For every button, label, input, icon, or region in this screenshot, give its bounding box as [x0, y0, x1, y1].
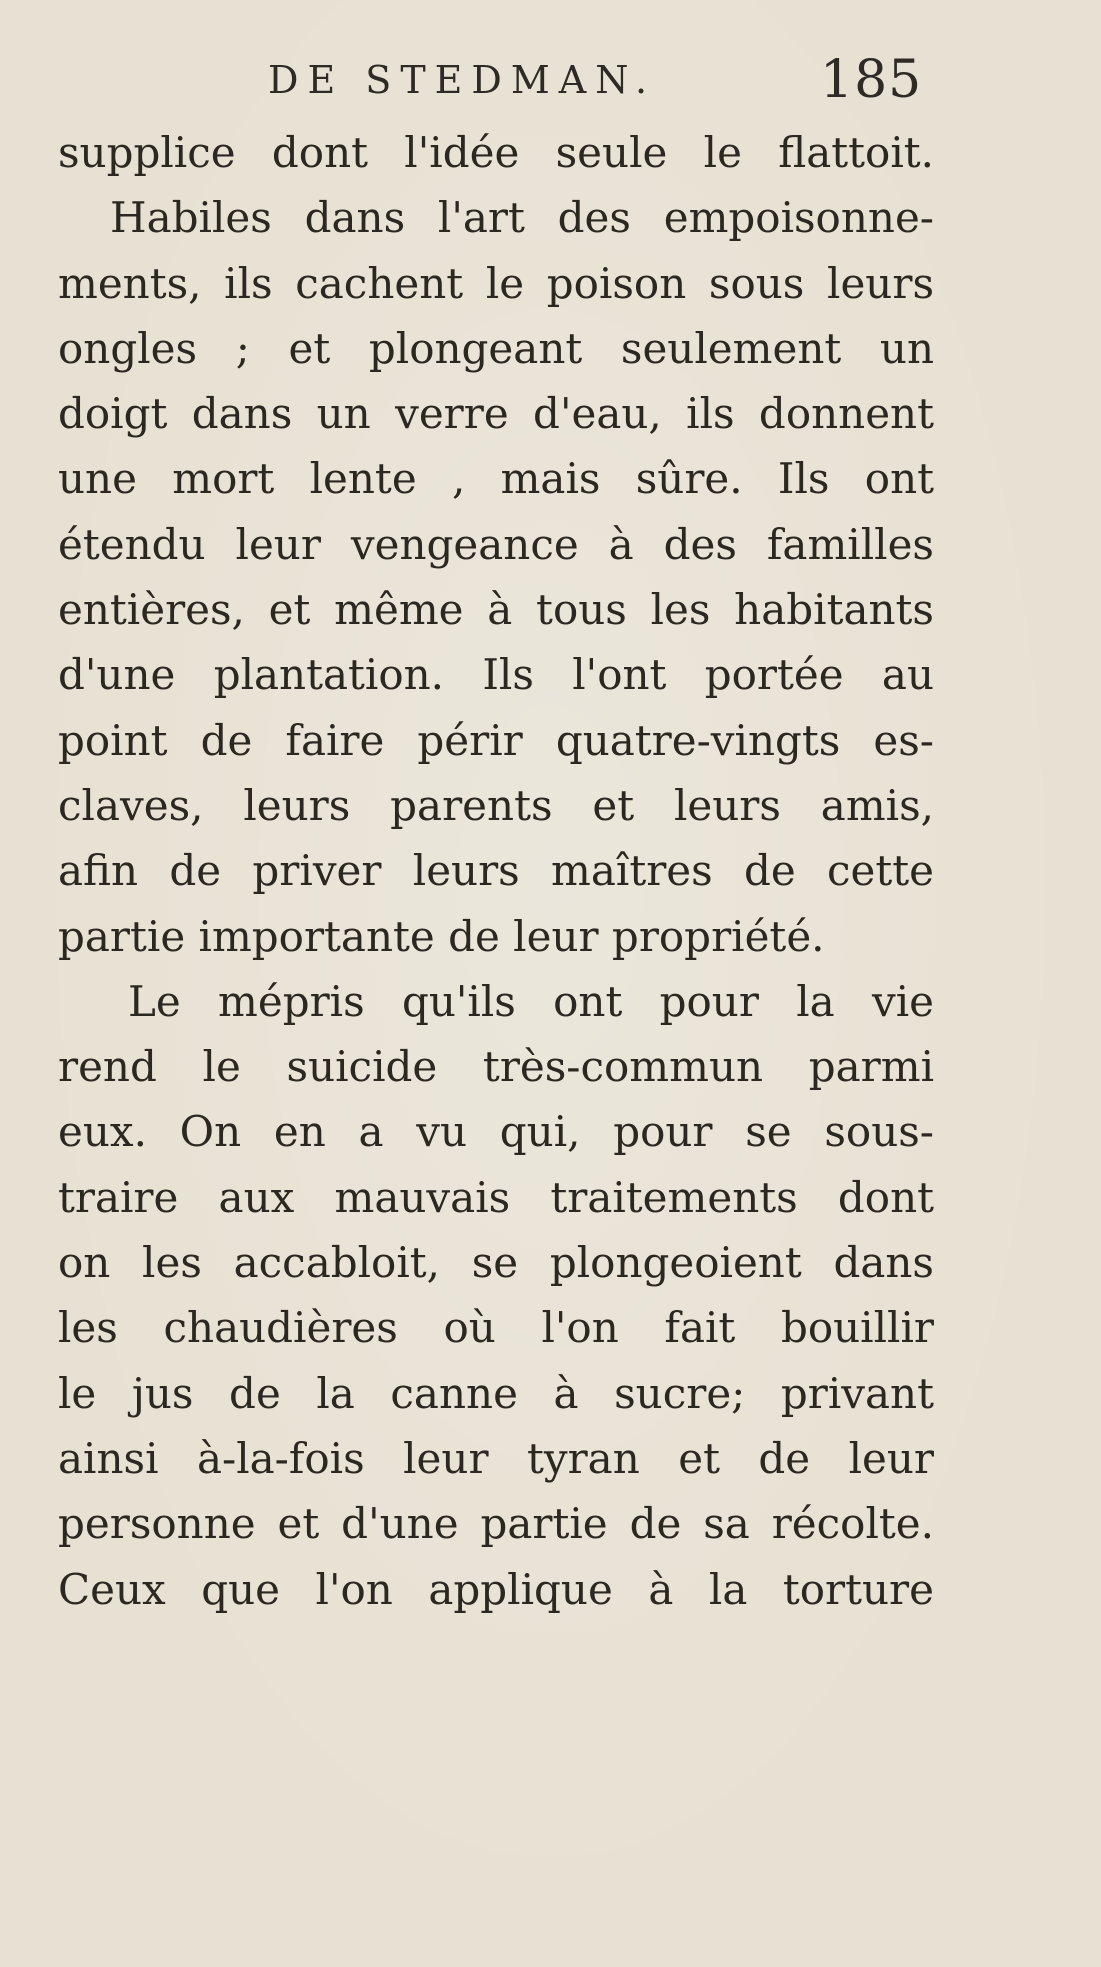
- text-line: Habiles dans l'art des empoisonne-: [110, 193, 934, 243]
- text-line: eux. On en a vu qui, pour se sous-: [58, 1107, 934, 1157]
- text-line: point de faire périr quatre-vingts es-: [58, 715, 934, 765]
- text-line: claves, leurs parents et leurs amis,: [58, 780, 934, 830]
- text-line: ainsi à-la-fois leur tyran et de leur: [58, 1433, 934, 1483]
- text-line: supplice dont l'idée seule le flattoit.: [58, 128, 934, 177]
- page-header: [0, 50, 1101, 110]
- text-line: les chaudières où l'on fait bouillir: [58, 1303, 934, 1353]
- text-line: entières, et même à tous les habitants: [58, 585, 934, 635]
- text-line: Le mépris qu'ils ont pour la vie: [128, 976, 934, 1026]
- text-line: Ceux que l'on applique à la torture: [58, 1564, 934, 1614]
- text-line: afin de priver leurs maîtres de cette: [58, 846, 934, 896]
- text-line: d'une plantation. Ils l'ont portée au: [58, 650, 934, 700]
- running-head: DE STEDMAN.: [268, 58, 657, 102]
- body-text: [58, 120, 934, 1622]
- text-line: étendu leur vengeance à des familles: [58, 519, 934, 569]
- text-line: on les accabloit, se plongeoient dans: [58, 1238, 934, 1288]
- text-line: personne et d'une partie de sa récolte.: [58, 1499, 934, 1549]
- page-number: 185: [820, 50, 923, 110]
- text-line: rend le suicide très-commun parmi: [58, 1042, 934, 1092]
- text-line: ments, ils cachent le poison sous leurs: [58, 258, 934, 308]
- text-line: traire aux mauvais traitements dont: [58, 1172, 934, 1222]
- text-line: une mort lente , mais sûre. Ils ont: [58, 454, 934, 504]
- text-line: partie importante de leur propriété.: [58, 911, 825, 961]
- text-line: ongles ; et plongeant seulement un: [58, 323, 934, 373]
- text-line: le jus de la canne à sucre; privant: [58, 1368, 934, 1418]
- text-line: doigt dans un verre d'eau, ils donnent: [58, 389, 934, 439]
